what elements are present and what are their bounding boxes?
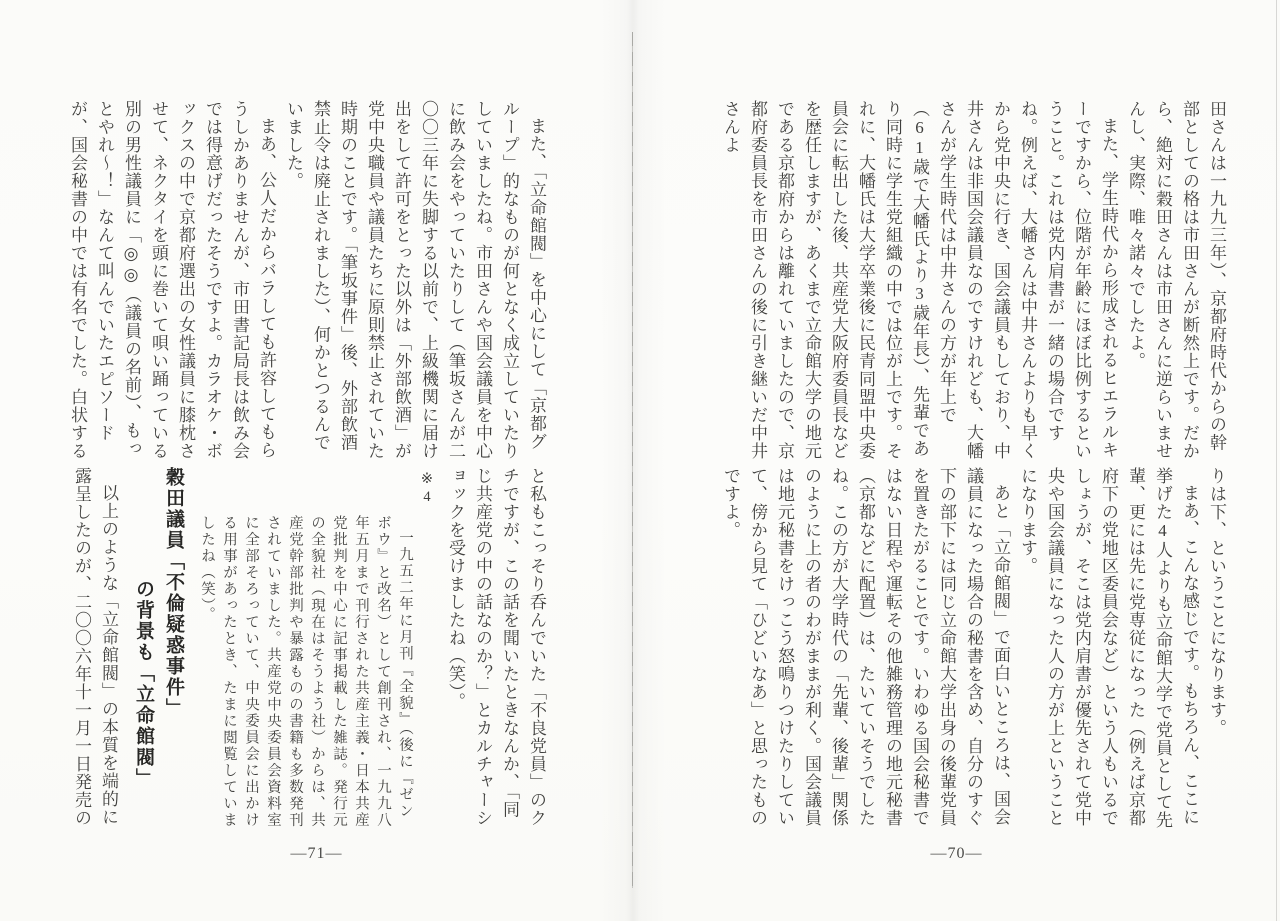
page-number-70: ―70―	[930, 845, 983, 862]
body-paragraph: まあ、こんな感じです。もちろん、ここに挙げた4人よりも立命館大学で党員として先輩、更には先に党専従になった（例えば京都府下の党地区委員会など）という人もいるでしょうが、そこは党内肩書が優先されて党中央や国会議員になった人の方が上ということになります。	[1018, 467, 1199, 829]
page-71-lower-band	[60, 467, 550, 831]
body-paragraph: あと「立命館閥」で面白いところは、国会議員になった場合の秘書を含め、自分のすぐ下の部下には同じ立命館大学出身の後輩党員を置きたがることです。いわゆる国会秘書ではない日程や運転その他雑務管理の地元秘書（京都などに配置）は、たいていそうでしたね。この方が大学時代の「先輩、後輩」関係のように上の者のわがままが利く。国会議員は地元秘書をけっこう怒鳴りつけたりしていて、傍から見て「ひどいなあ」と思ったものですよ。	[721, 467, 1010, 827]
section-heading-line1: 穀田議員「不倫疑惑事件」	[163, 467, 184, 719]
body-paragraph: 以上のような「立命館閥」の本質を端的に露呈したのが、二〇〇六年十一月一日発売の	[72, 467, 118, 827]
body-paragraph: 田さんは一九九三年）、京都府時代からの幹部としての格は市田さんが断然上です。だから、絶対に穀田さんは市田さんに逆らいませんし、実際、唯々諾々でしたよ。	[1126, 100, 1226, 460]
section-heading-line2: の背景も「立命館閥」	[133, 579, 154, 789]
page-70-upper-band	[721, 100, 1230, 462]
page-number-71: ―71―	[290, 845, 343, 862]
body-paragraph: りは下、ということになります。	[1207, 467, 1226, 737]
section-heading	[128, 467, 188, 831]
body-paragraph: まあ、公人だからバラしても許容してもらうしかありませんが、市田書記局長は飲み会では得意げだったそうですよ。カラオケ・ボックスの中で京都府選出の女性議員に膝枕させて、ネクタイを頭に巻いて唄い踊っている別の男性議員に「◎◎（議員の名前）、もっとやれ～！」なんて叫んでいたエピソードが、国会秘書の中では有名でした。白状する	[68, 100, 276, 460]
body-paragraph: また、「立命館閥」を中心にして「京都グループ」的なものが何となく成立していたりしていましたね。市田さんや国会議員を中心に飲み会をやっていたりして（筆坂さんが二〇〇三年に失脚する以前で、上級機関に届け出をして許可をとった以外は「外部飲酒」が党中央職員や議員たちに原則禁止されていた時期のことです。「筆坂事件」後、外部飲酒禁止令は廃止されました）、何かとつるんでいました。	[284, 100, 546, 460]
page-71	[0, 0, 633, 921]
page-70	[633, 0, 1280, 921]
body-paragraph: と私もこっそり呑んでいた「不良党員」のクチですが、この話を聞いたときなんか、「同じ共産党の中の話なのか？」とカルチャーショックを受けましたね（笑）。	[446, 467, 546, 827]
page-71-upper-band	[60, 100, 550, 462]
body-paragraph: また、学生時代から形成されるヒエラルキーですから、位階が年齢にほぼ比例するということ。これは党内肩書が一緒の場合ですね。例えば、大幡さんは中井さんよりも早くから党中央に行き、国会議員もしており、中井さんは非国会議員なのですけれども、大幡さんが学生時代は中井さんの方が年上で（61歳で大幡氏より3歳年長）、先輩であり同時に学生党組織の中では位が上です。それに、大幡氏は大学卒業後に民青同盟中央委員会に転出した後、共産党大阪府委員長などを歴任しますが、あくまで立命館大学の地元である京都府からは離れていましたので、京都府委員長を市田さんの後に引き継いだ中井さんよ	[721, 100, 1118, 460]
footnote-text: 一九五二年に月刊『全貌』（後に『ゼンボウ』と改名）として創刊され、一九九八年五月まで刊行された共産主義・日本共産党批判を中心に記事掲載した雑誌。発行元の全貌社（現在はそうよう社）からは、共産党幹部批判や暴露ものの書籍も多数発刊されていました。共産党中央委員会資料室に全部そろっていて、中央委員会に出かける用事があったとき、たまに閲覧していましたね（笑）。	[199, 515, 413, 829]
footnote-marker: ※4	[419, 471, 435, 507]
footnote-4	[196, 467, 438, 831]
page-70-lower-band	[721, 467, 1230, 831]
